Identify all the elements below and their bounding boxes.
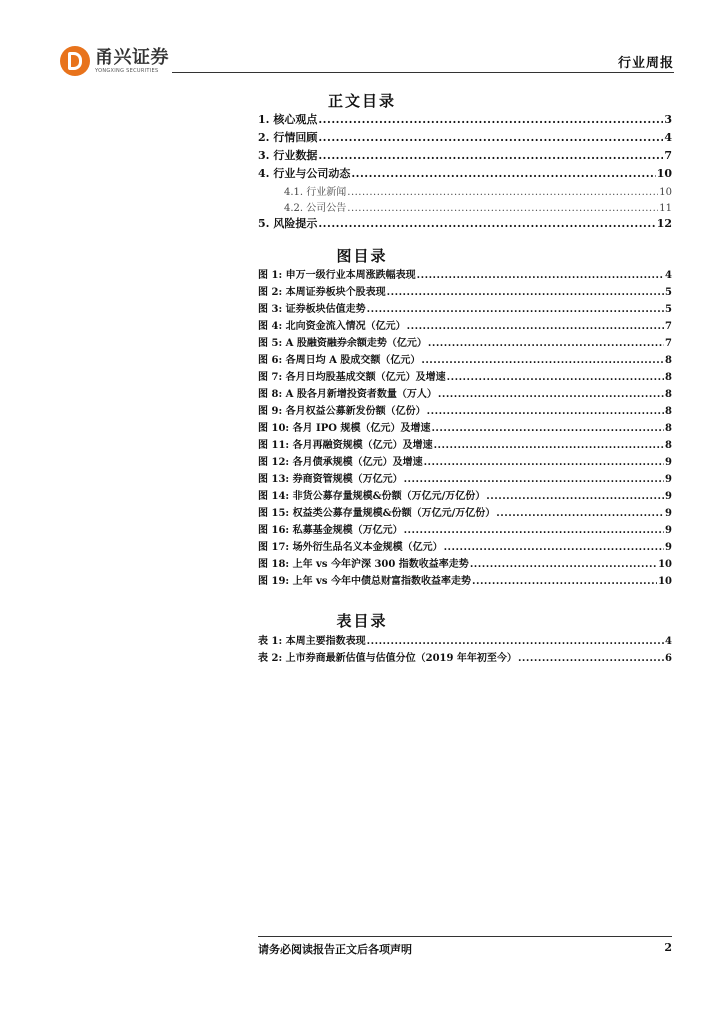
dot-leader: [421, 355, 664, 366]
dot-leader: [407, 321, 664, 332]
contents-entry-page: 3: [664, 113, 672, 126]
figure-entry[interactable]: [258, 317, 672, 334]
figure-entry-page: 9: [665, 474, 672, 485]
figure-entry[interactable]: [258, 521, 672, 538]
figures-list: [258, 266, 672, 589]
figure-entry-page: 8: [665, 423, 672, 434]
page-footer: [258, 936, 672, 957]
figure-entry-page: 10: [658, 559, 672, 570]
contents-entry-label: 1. 核心观点: [258, 113, 318, 126]
figure-entry-page: 4: [665, 270, 672, 281]
report-type: 行业周报: [617, 56, 674, 71]
figure-entry[interactable]: [258, 266, 672, 283]
dot-leader: [428, 338, 664, 349]
figure-entry-label: 图 11: 各月再融资规模（亿元）及增速: [258, 440, 433, 451]
figure-entry-page: 8: [665, 389, 672, 400]
dot-leader: [427, 406, 664, 417]
figure-entry[interactable]: [258, 555, 672, 572]
figure-entry-label: 图 6: 各周日均 A 股成交额（亿元）: [258, 355, 421, 366]
figure-entry[interactable]: [258, 351, 672, 368]
figure-entry-page: 10: [658, 576, 672, 587]
footer-disclaimer: 请务必阅读报告正文后各项声明: [258, 943, 412, 956]
figure-entry-page: 5: [665, 304, 672, 315]
figure-entry[interactable]: [258, 283, 672, 300]
dot-leader: [367, 636, 664, 647]
dot-leader: [404, 474, 664, 485]
figure-entry-page: 9: [665, 491, 672, 502]
dot-leader: [431, 423, 664, 434]
figure-entry-label: 图 15: 权益类公募存量规模&份额（万亿元/万亿份）: [258, 508, 496, 519]
figure-entry[interactable]: [258, 504, 672, 521]
logo-cn: 甬兴证券: [95, 46, 169, 68]
page-header: [60, 46, 674, 76]
figure-entry-page: 9: [665, 525, 672, 536]
dot-leader: [417, 270, 664, 281]
dot-leader: [518, 653, 664, 664]
figure-entry-page: 5: [665, 287, 672, 298]
dot-leader: [351, 167, 655, 180]
page-number: 2: [664, 941, 672, 954]
dot-leader: [318, 113, 663, 126]
dot-leader: [347, 187, 658, 198]
contents-list: [258, 111, 672, 233]
figures-title: 图目录: [336, 247, 388, 265]
dot-leader: [424, 457, 664, 468]
table-entry[interactable]: [258, 649, 672, 666]
contents-entry-label: 5. 风险提示: [258, 217, 318, 230]
dot-leader: [387, 287, 664, 298]
figure-entry-label: 图 16: 私募基金规模（万亿元）: [258, 525, 403, 536]
figure-entry-page: 9: [665, 457, 672, 468]
table-entry-label: 表 2: 上市券商最新估值与估值分位（2019 年年初至今）: [258, 653, 517, 664]
contents-entry[interactable]: [258, 111, 672, 129]
contents-entry-page: 7: [664, 149, 672, 162]
contents-entry[interactable]: [258, 165, 672, 183]
contents-entry-label: 4.2. 公司公告: [284, 203, 347, 214]
figure-entry[interactable]: [258, 368, 672, 385]
figure-entry-page: 9: [665, 508, 672, 519]
dot-leader: [367, 304, 664, 315]
figure-entry-label: 图 12: 各月债承规模（亿元）及增速: [258, 457, 423, 468]
dot-leader: [472, 576, 657, 587]
logo-en: YONGXING SECURITIES: [95, 67, 159, 74]
dot-leader: [318, 131, 663, 144]
figure-entry-page: 8: [665, 372, 672, 383]
footer-divider: [258, 936, 672, 937]
figure-entry-label: 图 10: 各月 IPO 规模（亿元）及增速: [258, 423, 431, 434]
figure-entry-label: 图 13: 券商资管规模（万亿元）: [258, 474, 403, 485]
contents-entry-page: 10: [656, 167, 672, 180]
table-entry-label: 表 1: 本周主要指数表现: [258, 636, 366, 647]
figure-entry-page: 7: [665, 338, 672, 349]
contents-entry-label: 2. 行情回顾: [258, 131, 318, 144]
contents-entry[interactable]: [258, 183, 672, 199]
figure-entry-label: 图 5: A 股融资融券余额走势（亿元）: [258, 338, 427, 349]
contents-entry-page: 4: [664, 131, 672, 144]
figure-entry[interactable]: [258, 385, 672, 402]
table-entry[interactable]: [258, 632, 672, 649]
figure-entry-page: 8: [665, 440, 672, 451]
figure-entry[interactable]: [258, 334, 672, 351]
figure-entry[interactable]: [258, 538, 672, 555]
figure-entry-page: 8: [665, 355, 672, 366]
contents-entry-page: 10: [659, 187, 672, 198]
dot-leader: [318, 217, 655, 230]
figure-entry[interactable]: [258, 402, 672, 419]
figure-entry-label: 图 18: 上年 vs 今年沪深 300 指数收益率走势: [258, 559, 469, 570]
logo-mark-icon: [60, 46, 90, 76]
dot-leader: [404, 525, 664, 536]
figure-entry-label: 图 7: 各月日均股基成交额（亿元）及增速: [258, 372, 446, 383]
contents-entry[interactable]: [258, 199, 672, 215]
dot-leader: [486, 491, 664, 502]
figure-entry-label: 图 1: 申万一级行业本周涨跌幅表现: [258, 270, 416, 281]
dot-leader: [318, 149, 663, 162]
contents-entry[interactable]: [258, 129, 672, 147]
figure-entry-label: 图 14: 非货公募存量规模&份额（万亿元/万亿份）: [258, 491, 486, 502]
figure-entry[interactable]: [258, 453, 672, 470]
figure-entry-label: 图 17: 场外衍生品名义本金规模（亿元）: [258, 542, 443, 553]
dot-leader: [434, 440, 664, 451]
figure-entry[interactable]: [258, 436, 672, 453]
figure-entry[interactable]: [258, 300, 672, 317]
dot-leader: [496, 508, 664, 519]
figure-entry-page: 8: [665, 406, 672, 417]
contents-entry-page: 12: [656, 217, 672, 230]
contents-entry[interactable]: [258, 147, 672, 165]
figure-entry[interactable]: [258, 419, 672, 436]
contents-entry-label: 4. 行业与公司动态: [258, 167, 351, 180]
figure-entry-label: 图 9: 各月权益公募新发份额（亿份）: [258, 406, 426, 417]
logo-text: [95, 46, 169, 74]
contents-entry-page: 11: [659, 203, 672, 214]
dot-leader: [347, 203, 658, 214]
tables-title: 表目录: [336, 612, 388, 630]
figure-entry-label: 图 8: A 股各月新增投资者数量（万人）: [258, 389, 437, 400]
table-entry-page: 6: [665, 653, 672, 664]
contents-title: 正文目录: [327, 92, 396, 110]
figure-entry[interactable]: [258, 487, 672, 504]
figure-entry-page: 7: [665, 321, 672, 332]
contents-entry-label: 4.1. 行业新闻: [284, 187, 347, 198]
figure-entry-label: 图 2: 本周证券板块个股表现: [258, 287, 386, 298]
dot-leader: [470, 559, 657, 570]
figure-entry[interactable]: [258, 470, 672, 487]
figure-entry-label: 图 3: 证券板块估值走势: [258, 304, 366, 315]
tables-list: [258, 632, 672, 666]
contents-entry[interactable]: [258, 215, 672, 233]
figure-entry-label: 图 4: 北向资金流入情况（亿元）: [258, 321, 406, 332]
dot-leader: [447, 372, 664, 383]
table-entry-page: 4: [665, 636, 672, 647]
header-divider: [172, 72, 674, 73]
dot-leader: [444, 542, 664, 553]
contents-entry-label: 3. 行业数据: [258, 149, 318, 162]
figure-entry-label: 图 19: 上年 vs 今年中债总财富指数收益率走势: [258, 576, 471, 587]
dot-leader: [438, 389, 664, 400]
company-logo: [60, 46, 169, 76]
figure-entry-page: 9: [665, 542, 672, 553]
figure-entry[interactable]: [258, 572, 672, 589]
